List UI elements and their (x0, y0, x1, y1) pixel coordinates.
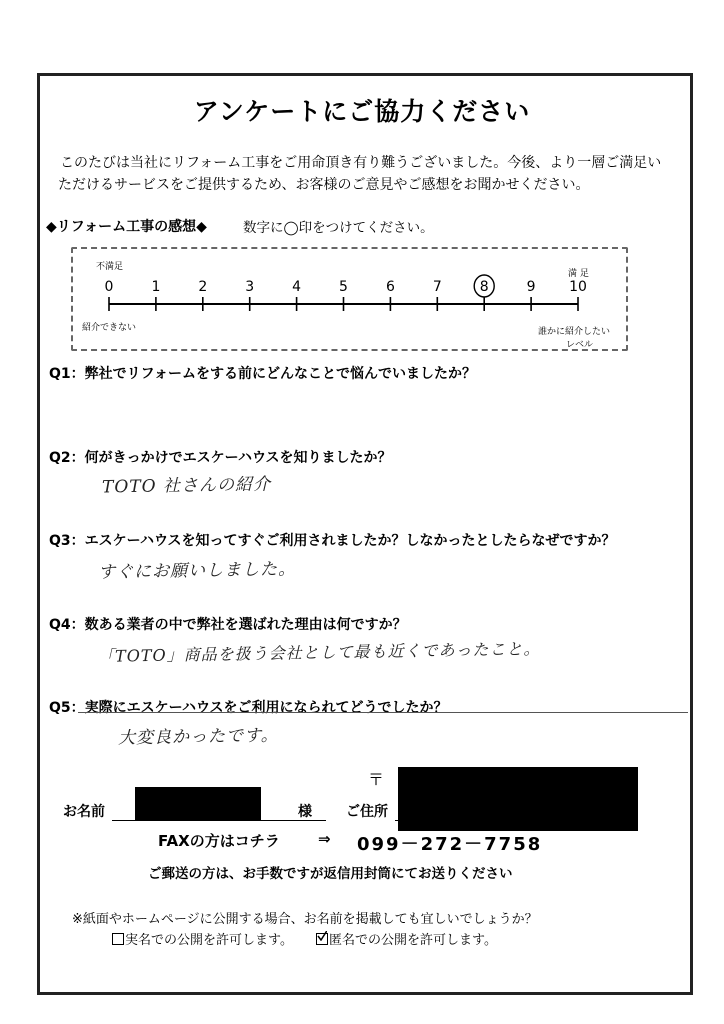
address-label: ご住所 (346, 804, 388, 820)
answer-3: すぐにお願いしました。 (97, 559, 297, 583)
question-2: Q2：何がきっかけでエスケーハウスを知りましたか？ (49, 450, 392, 466)
scale-right-bottom-label-2: レベル (566, 340, 594, 350)
fax-arrow: ⇒ (318, 830, 331, 848)
scale-number-6[interactable]: 6 (385, 279, 395, 295)
section-heading: ◆リフォーム工事の感想◆ (46, 219, 207, 235)
question-5: Q5：実際にエスケーハウスをご利用になられてどうでしたか？ (49, 700, 448, 716)
option-real-name[interactable] (112, 929, 293, 948)
sama-label: 様 (298, 804, 312, 820)
option-anonymous[interactable] (316, 929, 497, 948)
rating-scale (0, 0, 724, 400)
q5-divider (78, 712, 688, 713)
address-redaction (398, 767, 638, 831)
scale-right-top-label: 満 足 (568, 269, 589, 279)
question-4: Q4：数ある業者の中で弊社を選ばれた理由は何ですか？ (49, 617, 407, 633)
scale-number-3[interactable]: 3 (245, 279, 255, 295)
option-anonymous-label: 匿名での公開を許可します。 (329, 933, 497, 948)
postal-mark: 〒 (368, 770, 385, 789)
option-real-name-label: 実名での公開を許可します。 (125, 933, 293, 948)
answer-5: 大変良かったです。 (117, 725, 279, 749)
address-underline (395, 820, 635, 821)
scale-left-bottom-label: 紹介できない (82, 323, 137, 333)
intro-line-2: ただけるサービスをご提供するため、お客様のご意見やご感想をお聞かせください。 (58, 177, 590, 193)
publish-question: ※紙面やホームページに公開する場合、お名前を掲載しても宜しいでしょうか？ (72, 912, 538, 927)
scale-number-7[interactable]: 7 (432, 279, 442, 295)
checkbox-real-name[interactable] (112, 933, 124, 945)
name-underline (112, 820, 326, 821)
scale-right-bottom-label-1: 誰かに紹介したい (538, 327, 611, 337)
scale-number-5[interactable]: 5 (339, 279, 348, 295)
scale-number-1[interactable]: 1 (151, 279, 161, 295)
intro-line-1: このたびは当社にリフォーム工事をご用命頂き有り難うございました。今後、より一層ご満足い (60, 155, 662, 171)
mail-note: ご郵送の方は、お手数ですが返信用封筒にてお送りください (148, 866, 513, 882)
scale-left-top-label: 不満足 (96, 262, 124, 272)
answer-2: TOTO 社さんの紹介 (101, 474, 272, 498)
page-title: アンケートにご協力ください (193, 97, 531, 126)
checkbox-anonymous[interactable] (316, 933, 328, 945)
check-mark-icon (317, 931, 327, 941)
fax-label: FAXの方はコチラ (158, 832, 280, 850)
question-3: Q3：エスケーハウスを知ってすぐご利用されましたか？しなかったとしたらなぜですか？ (49, 533, 616, 549)
scale-number-0[interactable]: 0 (104, 279, 114, 295)
section-instruction: 数字に◯印をつけてください。 (243, 220, 434, 236)
name-label: お名前 (63, 804, 105, 820)
fax-number: 099－272－7758 (357, 834, 543, 855)
question-1: Q1：弊社でリフォームをする前にどんなことで悩んでいましたか？ (49, 366, 476, 382)
name-redaction (135, 787, 261, 821)
answer-4: 「TOTO」商品を扱う会社として最も近くであったこと。 (97, 639, 541, 666)
scale-number-2[interactable]: 2 (198, 279, 208, 295)
scale-number-9[interactable]: 9 (526, 279, 536, 295)
scale-number-10[interactable]: 10 (569, 279, 587, 295)
scale-number-4[interactable]: 4 (292, 279, 302, 295)
scale-number-8[interactable]: 8 (479, 279, 489, 295)
